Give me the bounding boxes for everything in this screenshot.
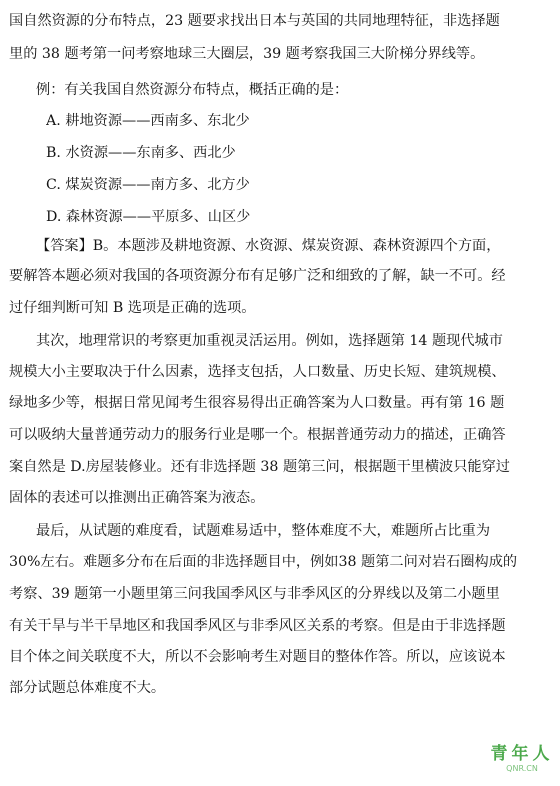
paragraph-2-line-2: 规模大小主要取决于什么因素，选择支包括，人口数量、历史长短、建筑规模、: [9, 364, 506, 380]
text-line-2: 里的 38 题考第一问考察地球三大圈层，39 题考察我国三大阶梯分界线等。: [9, 46, 485, 62]
paragraph-2-line-1: 其次，地理常识的考察更加重视灵活运用。例如，选择题第 14 题现代城市: [36, 333, 503, 349]
answer-line-1: 【答案】B。本题涉及耕地资源、水资源、煤炭资源、森林资源四个方面，: [36, 238, 501, 254]
paragraph-3-line-1: 最后，从试题的难度看，试题难易适中，整体难度不大，难题所占比重为: [36, 523, 491, 539]
option-d: D. 森林资源——平原多、山区少: [46, 209, 251, 225]
paragraph-2-line-3: 绿地多少等，根据日常见闻考生很容易得出正确答案为人口数量。再有第 16 题: [9, 395, 505, 411]
watermark-name: 青年人: [490, 744, 554, 764]
paragraph-2-line-5: 案自然是 D.房屋装修业。还有非选择题 38 题第三问，根据题干里横波只能穿过: [9, 459, 510, 475]
text-line-1: 国自然资源的分布特点，23 题要求找出日本与英国的共同地理特征，非选择题: [9, 13, 500, 29]
watermark-logo: [490, 744, 554, 773]
paragraph-2-line-4: 可以吸纳大量普通劳动力的服务行业是哪一个。根据普通劳动力的描述，正确答: [9, 427, 506, 443]
option-b: B. 水资源——东南多、西北少: [46, 145, 236, 161]
answer-line-3: 过仔细判断可知 B 选项是正确的选项。: [9, 300, 256, 316]
paragraph-3-line-2: 30%左右。难题多分布在后面的非选择题目中，例如38 题第二问对岩石圈构成的: [9, 554, 518, 570]
paragraph-2-line-6: 固体的表述可以推测出正确答案为液态。: [9, 490, 265, 506]
watermark-url: QNR.CN: [506, 764, 538, 773]
option-a: A. 耕地资源——西南多、东北少: [46, 113, 250, 129]
example-question: 例：有关我国自然资源分布特点，概括正确的是：: [36, 82, 349, 98]
paragraph-3-line-4: 有关干旱与半干旱地区和我国季风区与非季风区关系的考察。但是由于非选择题: [9, 618, 506, 634]
answer-line-2: 要解答本题必须对我国的各项资源分布有足够广泛和细致的了解，缺一不可。经: [9, 268, 506, 284]
paragraph-3-line-3: 考察、39 题第一小题里第三问我国季风区与非季风区的分界线以及第二小题里: [9, 586, 500, 602]
paragraph-3-line-5: 目个体之间关联度不大，所以不会影响考生对题目的整体作答。所以，应该说本: [9, 649, 506, 665]
option-c: C. 煤炭资源——南方多、北方少: [46, 177, 250, 193]
paragraph-3-line-6: 部分试题总体难度不大。: [9, 680, 166, 696]
